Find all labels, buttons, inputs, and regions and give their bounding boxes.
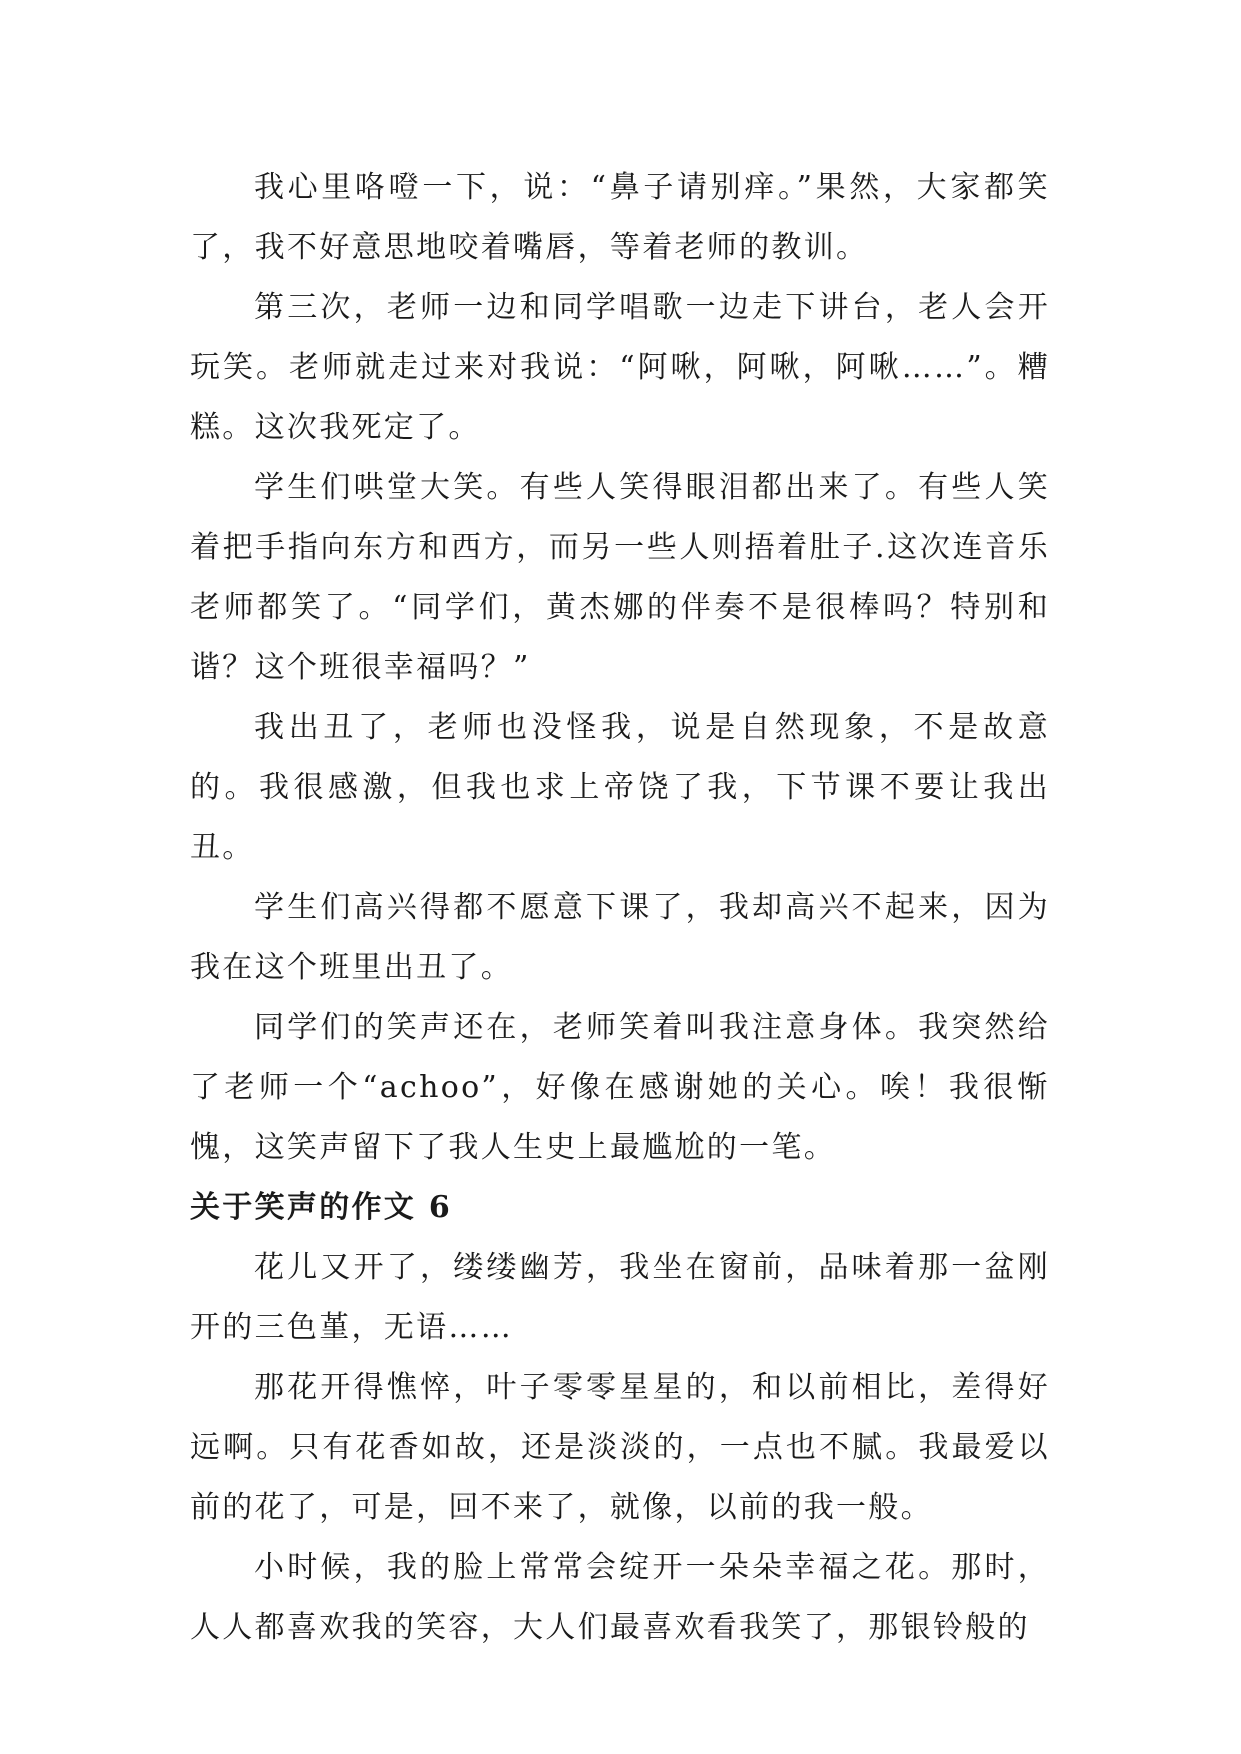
paragraph: 花儿又开了，缕缕幽芳，我坐在窗前，品味着那一盆刚开的三色堇，无语…… [190,1250,1050,1345]
paragraph: 那花开得憔悴，叶子零零星星的，和以前相比，差得好远啊。只有花香如故，还是淡淡的，一点也不腻。我最爱以前的花了，可是，回不来了，就像，以前的我一般。 [190,1370,1050,1525]
paragraph: 学生们哄堂大笑。有些人笑得眼泪都出来了。有些人笑着把手指向东方和西方，而另一些人则捂着肚子.这次连音乐老师都笑了。“同学们，黄杰娜的伴奏不是很棒吗？特别和谐？这个班很幸福吗？” [190,470,1050,685]
paragraph: 同学们的笑声还在，老师笑着叫我注意身体。我突然给了老师一个“achoo”，好像在感谢她的关心。唉！我很惭愧，这笑声留下了我人生史上最尴尬的一笔。 [190,1010,1050,1165]
paragraph: 我心里咯噔一下，说：“鼻子请别痒。”果然，大家都笑了，我不好意思地咬着嘴唇，等着老师的教训。 [190,170,1050,265]
paragraph: 我出丑了，老师也没怪我，说是自然现象，不是故意的。我很感激，但我也求上帝饶了我，下节课不要让我出丑。 [190,710,1050,865]
section-heading: 关于笑声的作文 6 [190,1190,453,1225]
paragraph: 小时候，我的脸上常常会绽开一朵朵幸福之花。那时，人人都喜欢我的笑容，大人们最喜欢看我笑了，那银铃般的 [190,1550,1050,1645]
paragraph: 学生们高兴得都不愿意下课了，我却高兴不起来，因为我在这个班里出丑了。 [190,890,1050,985]
paragraph: 第三次，老师一边和同学唱歌一边走下讲台，老人会开玩笑。老师就走过来对我说：“阿啾，阿啾，阿啾……”。糟糕。这次我死定了。 [190,290,1050,445]
document-body [190,158,1050,1658]
